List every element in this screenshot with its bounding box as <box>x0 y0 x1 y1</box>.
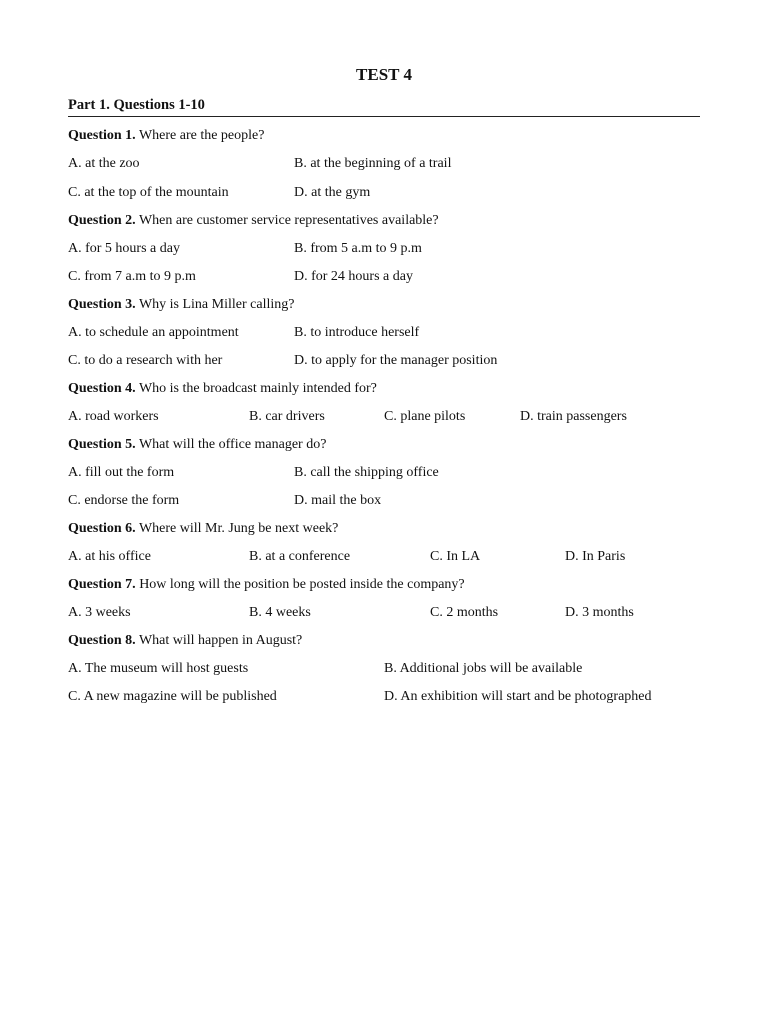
question-3-options-row-1 <box>68 323 700 343</box>
question-1-options-row-1 <box>68 154 700 174</box>
question-8 <box>68 631 700 651</box>
question-8-options-row-2 <box>68 687 700 707</box>
question-text: Where will Mr. Jung be next week? <box>138 521 339 536</box>
option-c: C. to do a research with her <box>68 353 223 368</box>
question-5-options-row-2 <box>68 491 700 511</box>
option-a: A. at the zoo <box>68 156 140 171</box>
question-1-options-row-2 <box>68 183 700 203</box>
question-number: Question 2. <box>68 213 136 228</box>
question-4-options-row <box>68 407 700 427</box>
question-text: Who is the broadcast mainly intended for? <box>138 381 377 396</box>
option-c: C. A new magazine will be published <box>68 689 277 704</box>
option-b: B. car drivers <box>249 409 325 424</box>
question-text: Where are the people? <box>138 128 265 143</box>
question-text: When are customer service representatives available? <box>138 213 439 228</box>
question-number: Question 8. <box>68 633 136 648</box>
question-text: How long will the position be posted inside the company? <box>139 577 465 592</box>
option-d: D. to apply for the manager position <box>294 353 498 368</box>
page-title: TEST 4 <box>356 65 412 84</box>
question-6-options-row <box>68 547 700 567</box>
question-2-options-row-2 <box>68 267 700 287</box>
question-text: What will the office manager do? <box>138 437 327 452</box>
option-d: D. mail the box <box>294 493 382 508</box>
question-text: Why is Lina Miller calling? <box>138 297 295 312</box>
option-b: B. to introduce herself <box>294 325 420 340</box>
option-a: A. 3 weeks <box>68 605 131 620</box>
question-1 <box>68 126 700 146</box>
option-d: D. for 24 hours a day <box>294 269 413 284</box>
question-3 <box>68 295 700 315</box>
question-number: Question 5. <box>68 437 136 452</box>
question-number: Question 4. <box>68 381 136 396</box>
option-b: B. at a conference <box>249 549 351 564</box>
option-b: B. 4 weeks <box>249 605 311 620</box>
option-a: A. The museum will host guests <box>68 661 249 676</box>
question-6 <box>68 519 700 539</box>
option-d: D. train passengers <box>520 409 627 424</box>
option-a: A. fill out the form <box>68 465 175 480</box>
option-a: A. to schedule an appointment <box>68 325 239 340</box>
option-d: D. 3 months <box>565 605 634 620</box>
option-b: B. call the shipping office <box>294 465 439 480</box>
part-heading: Part 1. Questions 1-10 <box>68 96 700 117</box>
question-number: Question 3. <box>68 297 136 312</box>
option-c: C. at the top of the mountain <box>68 185 229 200</box>
question-5 <box>68 435 700 455</box>
option-d: D. An exhibition will start and be photographed <box>384 689 652 704</box>
question-7 <box>68 575 700 595</box>
option-d: D. at the gym <box>294 185 371 200</box>
option-b: B. at the beginning of a trail <box>294 156 452 171</box>
question-8-options-row-1 <box>68 659 700 679</box>
option-a: A. road workers <box>68 409 159 424</box>
option-c: C. 2 months <box>430 605 499 620</box>
option-c: C. plane pilots <box>384 409 466 424</box>
option-c: C. In LA <box>430 549 481 564</box>
option-d: D. In Paris <box>565 549 626 564</box>
question-2-options-row-1 <box>68 239 700 259</box>
question-text: What will happen in August? <box>138 633 303 648</box>
question-4 <box>68 379 700 399</box>
question-number: Question 7. <box>68 577 136 592</box>
question-number: Question 1. <box>68 128 136 143</box>
question-5-options-row-1 <box>68 463 700 483</box>
option-b: B. Additional jobs will be available <box>384 661 583 676</box>
option-c: C. endorse the form <box>68 493 180 508</box>
option-b: B. from 5 a.m to 9 p.m <box>294 241 422 256</box>
question-3-options-row-2 <box>68 351 700 371</box>
question-2 <box>68 211 700 231</box>
option-a: A. at his office <box>68 549 151 564</box>
option-c: C. from 7 a.m to 9 p.m <box>68 269 196 284</box>
question-number: Question 6. <box>68 521 136 536</box>
question-7-options-row <box>68 603 700 623</box>
option-a: A. for 5 hours a day <box>68 241 180 256</box>
